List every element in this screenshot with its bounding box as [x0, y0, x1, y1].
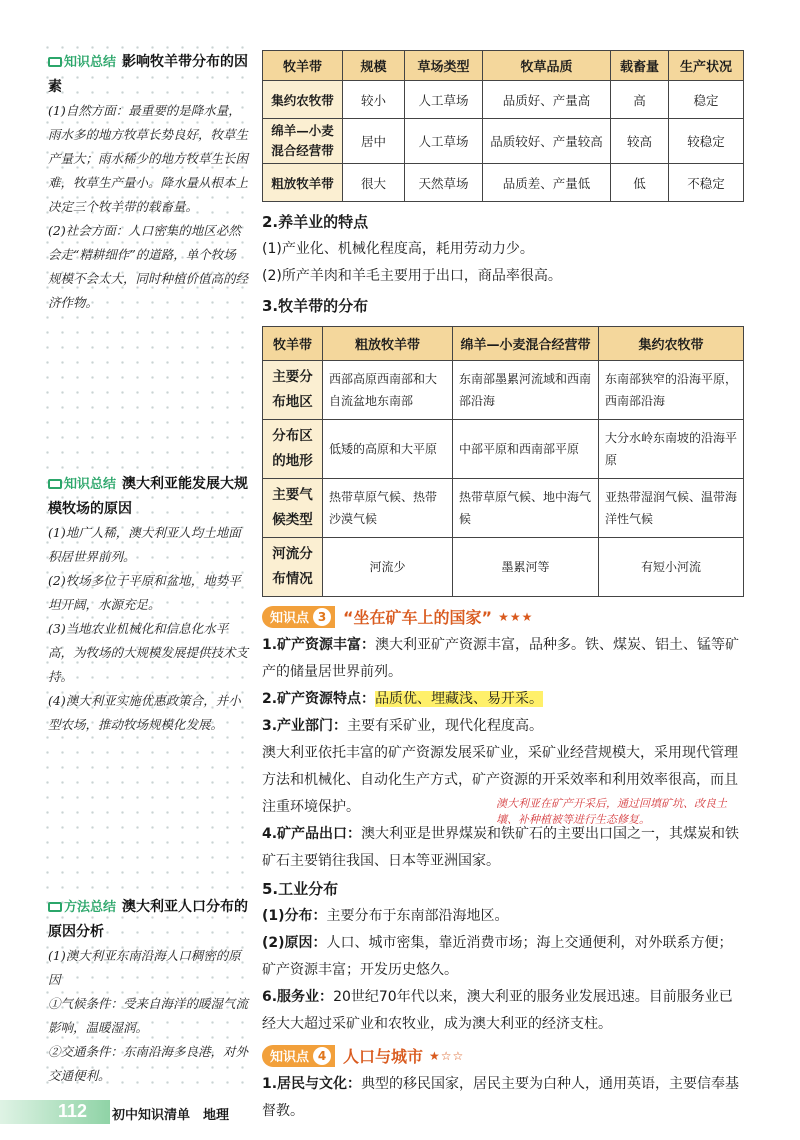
industry-reasons: [262, 930, 744, 984]
section-heading: 3.牧羊带的分布: [262, 297, 369, 315]
table-header: 生产状况: [669, 51, 744, 81]
tag-label: 知识总结: [64, 55, 117, 70]
table-cell: 东南部墨累河流域和西南部沿海: [453, 361, 599, 420]
table-header: 粗放牧羊带: [323, 327, 453, 361]
tag-icon: [48, 57, 62, 67]
knowledge-point-title: “坐在矿车上的国家”: [343, 608, 493, 627]
sheep-belt-table: [262, 50, 744, 202]
table-cell: 天然草场: [405, 164, 483, 202]
book-title: 初中知识清单 地理: [112, 1108, 230, 1123]
page-number: 112: [58, 1101, 88, 1121]
summary-heading: [48, 50, 248, 99]
summary-heading: [48, 895, 248, 944]
summary-tag: [48, 51, 116, 75]
handwritten-note: 澳大利亚在矿产开采后，通过回填矿坑、改良土壤、补种植被等进行生态修复。: [496, 797, 727, 826]
table-cell: 热带草原气候、地中海气候: [453, 479, 599, 538]
summary-text: [48, 99, 248, 315]
table-cell: 河流分布情况: [263, 538, 323, 597]
knowledge-point-title: 人口与城市: [343, 1047, 424, 1066]
section-heading: 5.工业分布: [262, 880, 339, 898]
summary-paragraph: (2)社会方面：人口密集的地区必然会走“精耕细作”的道路，单个牧场规模不会太大，同时种植价值高的经济作物。: [48, 223, 249, 310]
main-content: [262, 50, 744, 1125]
table-header: 绵羊—小麦混合经营带: [453, 327, 599, 361]
summary-heading: [48, 472, 248, 521]
table-cell: 河流少: [323, 538, 453, 597]
summary-paragraph: (2)牧场多位于平原和盆地，地势平坦开阔，水源充足。: [48, 573, 241, 612]
knowledge-summary-2: [48, 472, 248, 737]
table-cell: 粗放牧羊带: [263, 164, 343, 202]
table-cell: 不稳定: [669, 164, 744, 202]
industry-distribution: [262, 903, 744, 930]
table-cell: 亚热带湿润气候、温带海洋性气候: [599, 479, 744, 538]
summary-paragraph: (1)自然方面：最重要的是降水量，雨水多的地方牧草长势良好，牧草生产量大；雨水稀少的地方牧草生长困难，牧草生产量小。降水量从根本上决定三个牧羊带的载畜量。: [48, 103, 249, 214]
highlighted-text: 品质优、埋藏浅、易开采。: [375, 691, 544, 707]
table-cell: 人工草场: [405, 81, 483, 119]
table-cell: 东南部狭窄的沿海平原，西南部沿海: [599, 361, 744, 420]
page-footer: [0, 1100, 800, 1124]
table-cell: 主要气候类型: [263, 479, 323, 538]
table-cell: 较稳定: [669, 119, 744, 164]
table-header: 载畜量: [611, 51, 669, 81]
table-cell: 居中: [343, 119, 405, 164]
item-heading: 6.服务业：: [262, 989, 334, 1005]
summary-title: 影响牧羊带分布的因素: [48, 54, 249, 95]
table-cell: 西部高原西南部和大自流盆地东南部: [323, 361, 453, 420]
mining-item-2: [262, 686, 744, 713]
table-cell: 主要分布地区: [263, 361, 323, 420]
table-row: [263, 420, 744, 479]
footer-bar: [0, 1100, 110, 1124]
summary-paragraph: (3)当地农业机械化和信息化水平高，为牧场的大规模发展提供技术支持。: [48, 621, 249, 684]
badge-label: 知识点: [270, 611, 310, 626]
table-cell: 低矮的高原和大平原: [323, 420, 453, 479]
table-row: [263, 479, 744, 538]
summary-text: [48, 521, 248, 737]
table-cell: 人工草场: [405, 119, 483, 164]
summary-tag: [48, 896, 116, 920]
table-cell: 较高: [611, 119, 669, 164]
item-text: 主要分布于东南部沿海地区。: [326, 908, 509, 924]
table-row: [263, 164, 744, 202]
sheep-belt-distribution-table: [262, 326, 744, 597]
table-header-row: [263, 327, 744, 361]
table-header-row: [263, 51, 744, 81]
summary-text: [48, 944, 248, 1088]
mining-detail: [262, 740, 744, 826]
table-cell: 大分水岭东南坡的沿海平原: [599, 420, 744, 479]
table-row: [263, 119, 744, 164]
table-header: 牧草品质: [483, 51, 611, 81]
table-row: [263, 361, 744, 420]
item-heading: 3.产业部门：: [262, 718, 348, 734]
item-text: 主要有采矿业，现代化程度高。: [347, 718, 544, 734]
item-heading: (1)分布：: [262, 908, 327, 924]
table-cell: 稳定: [669, 81, 744, 119]
star-rating: ★☆☆: [429, 1048, 465, 1063]
item-text: 人口、城市密集，靠近消费市场；海上交通便利，对外联系方便；矿产资源丰富；开发历史悠久。: [262, 935, 733, 978]
tag-icon: [48, 479, 62, 489]
badge-number: 3: [313, 608, 331, 626]
table-cell: 有短小河流: [599, 538, 744, 597]
table-cell: 集约农牧带: [263, 81, 343, 119]
table-header: 集约农牧带: [599, 327, 744, 361]
table-cell: 绵羊—小麦混合经营带: [263, 119, 343, 164]
table-cell: 品质好、产量高: [483, 81, 611, 119]
item-heading: 2.矿产资源特点：: [262, 691, 376, 707]
table-cell: 很大: [343, 164, 405, 202]
item-heading: (2)原因：: [262, 935, 327, 951]
summary-title: 澳大利亚能发展大规模牧场的原因: [48, 476, 249, 517]
summary-tag: [48, 473, 116, 497]
table-header: 草场类型: [405, 51, 483, 81]
tag-icon: [48, 902, 62, 912]
knowledge-summary-1: [48, 50, 248, 315]
knowledge-point-4: [262, 1044, 744, 1067]
table-header: 规模: [343, 51, 405, 81]
item-text: 澳大利亚是世界煤炭和铁矿石的主要出口国之一，其煤炭和铁矿石主要销往我国、日本等亚洲国家。: [262, 826, 740, 869]
item-text: 澳大利亚矿产资源丰富，品种多。铁、煤炭、铝土、锰等矿产的储量居世界前列。: [262, 637, 740, 680]
table-cell: 墨累河等: [453, 538, 599, 597]
knowledge-point-3: [262, 605, 744, 628]
item-heading: 1.矿产资源丰富：: [262, 637, 376, 653]
table-cell: 低: [611, 164, 669, 202]
summary-paragraph: (1)澳大利亚东南沿海人口稠密的原因: [48, 948, 241, 987]
table-cell: 较小: [343, 81, 405, 119]
service-industry: [262, 984, 744, 1038]
table-cell: 热带草原气候、热带沙漠气候: [323, 479, 453, 538]
tag-label: 知识总结: [64, 477, 117, 492]
summary-paragraph: (4)澳大利亚实施优惠政策合，并小型农场，推动牧场规模化发展。: [48, 693, 241, 732]
table-header: 牧羊带: [263, 327, 323, 361]
table-cell: 品质较好、产量较高: [483, 119, 611, 164]
summary-paragraph: (1)地广人稀，澳大利亚人均土地面积居世界前列。: [48, 525, 241, 564]
summary-paragraph: ②交通条件：东南沿海多良港，对外交通便利。: [48, 1044, 249, 1083]
item-text: 20世纪70年代以来，澳大利亚的服务业发展迅速。目前服务业已经大大超过采矿业和农牧业，成为澳大利亚的经济支柱。: [262, 989, 733, 1032]
mining-item-3: [262, 713, 744, 740]
badge-label: 知识点: [270, 1050, 310, 1065]
knowledge-point-badge: [262, 606, 335, 628]
method-summary: [48, 895, 248, 1088]
table-cell: 高: [611, 81, 669, 119]
badge-number: 4: [313, 1047, 331, 1065]
summary-paragraph: ①气候条件：受来自海洋的暖湿气流影响，温暖湿润。: [48, 996, 249, 1035]
table-cell: 分布区的地形: [263, 420, 323, 479]
star-rating: ★★★: [498, 609, 534, 624]
item-heading: 1.居民与文化：: [262, 1076, 362, 1092]
knowledge-point-badge: [262, 1045, 335, 1067]
sidebar-notes: [40, 40, 252, 1090]
table-cell: 品质差、产量低: [483, 164, 611, 202]
table-row: [263, 538, 744, 597]
item-text: 典型的移民国家，居民主要为白种人，通用英语，主要信奉基督教。: [262, 1076, 740, 1119]
table-row: [263, 81, 744, 119]
mining-item-4: [262, 821, 744, 875]
item-heading: 4.矿产品出口：: [262, 826, 362, 842]
paragraph: (1)产业化、机械化程度高，耗用劳动力少。: [262, 241, 534, 257]
table-header: 牧羊带: [263, 51, 343, 81]
mining-item-1: [262, 632, 744, 686]
table-cell: 中部平原和西南部平原: [453, 420, 599, 479]
section-heading: 2.养羊业的特点: [262, 213, 369, 231]
tag-label: 方法总结: [64, 900, 117, 915]
paragraph: (2)所产羊肉和羊毛主要用于出口，商品率很高。: [262, 268, 562, 284]
summary-title: 澳大利亚人口分布的原因分析: [48, 899, 249, 940]
item-text: 澳大利亚依托丰富的矿产资源发展采矿业，采矿业经营规模大，采用现代管理方法和机械化、自动化生产方式，矿产资源的开采效率和利用效率很高，而且注重环境保护。: [262, 745, 738, 815]
